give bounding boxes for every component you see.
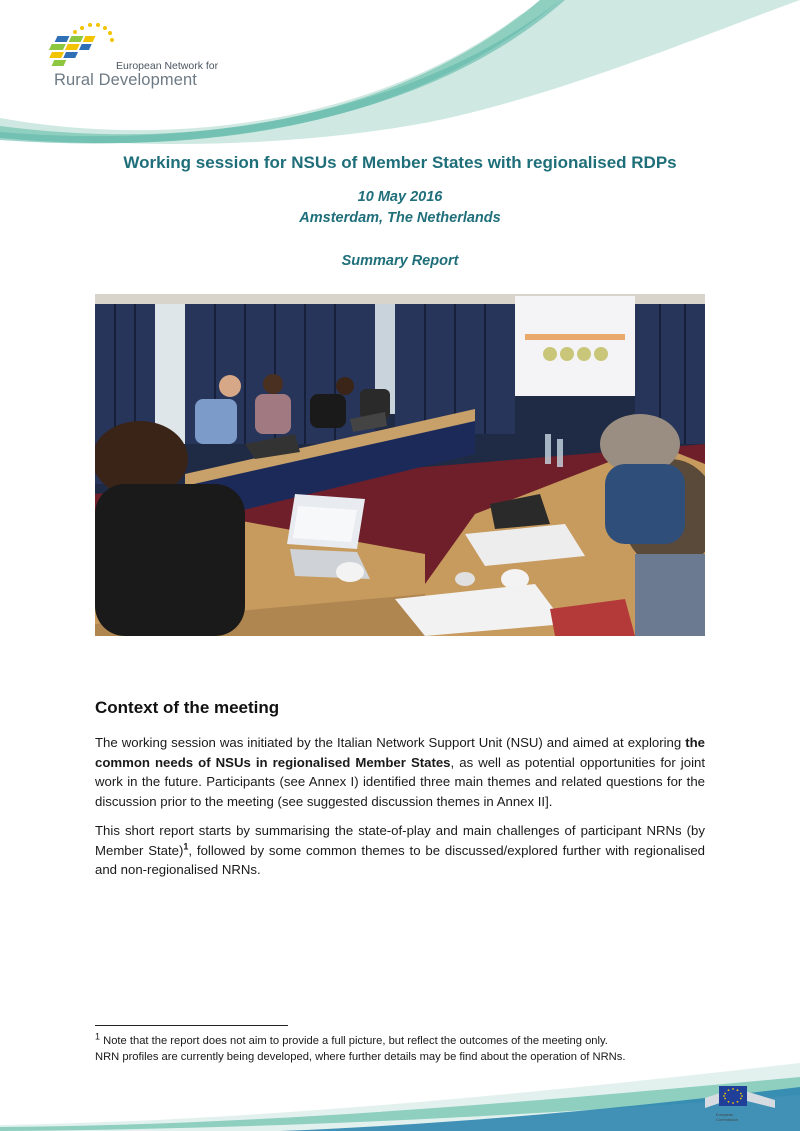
footnote-line-2: NRN profiles are currently being developed, where further details may be find about the operation of NRNs. — [95, 1051, 626, 1063]
eu-caption: European Commission — [716, 1112, 739, 1122]
enrd-logo-mark-icon — [44, 22, 124, 72]
meeting-room-photo — [95, 294, 705, 636]
footnote-ref[interactable]: 1 — [183, 841, 189, 852]
meeting-date: 10 May 2016 — [357, 189, 443, 205]
meeting-location: Amsterdam, The Netherlands — [299, 210, 501, 226]
logo-line-2: Rural Development — [54, 71, 197, 89]
emphasis-common-needs: the common needs of NSUs in regionalised Member States — [95, 735, 705, 770]
section-heading: Context of the meeting — [95, 698, 280, 717]
footer-swoosh — [0, 1055, 800, 1131]
report-type: Summary Report — [341, 253, 459, 269]
context-paragraph-1: The working session was initiated by the Italian Network Support Unit (NSU) and aimed at exploring the common needs of NSUs in regionalised Member States, as well as potential opportunities for joint work in the future. Participants (see Annex I) identified three main themes and related questions for the discussion prior to the meeting (see suggested discussion themes in Annex II]. — [95, 735, 706, 809]
logo-line-1: European Network for — [116, 60, 219, 72]
document-title: Working session for NSUs of Member States with regionalised RDPs — [123, 153, 677, 172]
context-paragraph-2: This short report starts by summarising the state-of-play and main challenges of participant NRNs (by Member State)$^1$, followed by some common themes to be discussed/explored further with regionalised and non-regionalised NRNs. — [95, 823, 705, 877]
footnote-number: 1 — [95, 1031, 101, 1042]
footnote-line-1: Note that the report does not aim to provide a full picture, but reflect the outcomes of the meeting only. — [100, 1035, 608, 1047]
footnote-rule — [95, 1025, 288, 1026]
enrd-logo — [44, 22, 219, 92]
